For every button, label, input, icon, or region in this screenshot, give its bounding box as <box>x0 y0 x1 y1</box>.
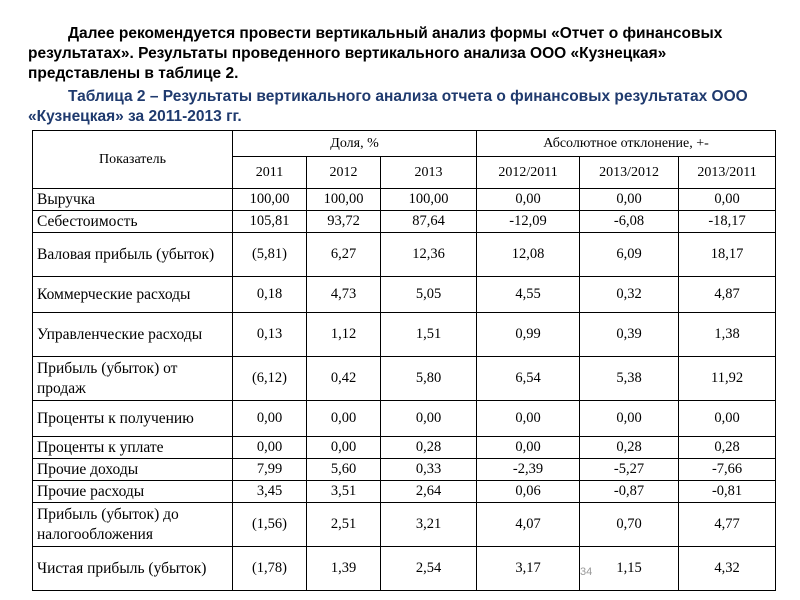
row-value: 0,39 <box>580 313 679 357</box>
row-value: -7,66 <box>679 459 776 481</box>
table-row <box>33 437 776 459</box>
row-value: 0,00 <box>679 401 776 437</box>
table-row <box>33 459 776 481</box>
row-value: 3,51 <box>307 481 381 503</box>
header-year-2013: 2013 <box>381 157 477 189</box>
vertical-analysis-table <box>32 130 776 591</box>
row-value: 0,00 <box>307 437 381 459</box>
table-row <box>33 547 776 591</box>
row-value: 0,28 <box>679 437 776 459</box>
row-indicator: Чистая прибыль (убыток) <box>33 547 233 591</box>
table-row <box>33 313 776 357</box>
page-number: 34 <box>580 566 593 578</box>
table-row <box>33 503 776 547</box>
row-value: 0,13 <box>233 313 307 357</box>
row-value: 93,72 <box>307 211 381 233</box>
row-value: 3,21 <box>381 503 477 547</box>
row-value: 0,00 <box>233 401 307 437</box>
row-value: 100,00 <box>381 189 477 211</box>
row-value: 0,00 <box>381 401 477 437</box>
header-year-2012: 2012 <box>307 157 381 189</box>
row-value: -5,27 <box>580 459 679 481</box>
header-period-2013-2012: 2013/2012 <box>580 157 679 189</box>
row-value: -6,08 <box>580 211 679 233</box>
row-value: 5,80 <box>381 357 477 401</box>
header-share: Доля, % <box>233 131 477 157</box>
row-value: 1,12 <box>307 313 381 357</box>
row-value: 2,51 <box>307 503 381 547</box>
header-year-2011: 2011 <box>233 157 307 189</box>
row-value: 1,38 <box>679 313 776 357</box>
row-value: 4,07 <box>477 503 580 547</box>
table-row <box>33 189 776 211</box>
row-value: 12,08 <box>477 233 580 277</box>
table-row <box>33 277 776 313</box>
row-value: 5,05 <box>381 277 477 313</box>
row-value: 100,00 <box>233 189 307 211</box>
row-value: (5,81) <box>233 233 307 277</box>
row-value: 7,99 <box>233 459 307 481</box>
row-value: (6,12) <box>233 357 307 401</box>
row-value: 4,55 <box>477 277 580 313</box>
row-value: 0,70 <box>580 503 679 547</box>
header-indicator: Показатель <box>33 131 233 189</box>
table-caption: Таблица 2 – Результаты вертикального анализа отчета о финансовых результатах ООО «Кузнецкая» за 2011-2013 гг. <box>28 88 748 125</box>
row-value: -0,81 <box>679 481 776 503</box>
row-indicator: Проценты к уплате <box>33 437 233 459</box>
row-value: 0,18 <box>233 277 307 313</box>
row-value: 6,09 <box>580 233 679 277</box>
row-value: 18,17 <box>679 233 776 277</box>
row-value: 1,39 <box>307 547 381 591</box>
row-value: 0,00 <box>477 401 580 437</box>
row-value: 0,00 <box>307 401 381 437</box>
row-value: (1,56) <box>233 503 307 547</box>
row-value: 4,73 <box>307 277 381 313</box>
row-value: 0,00 <box>477 437 580 459</box>
row-value: 0,33 <box>381 459 477 481</box>
row-value: 5,38 <box>580 357 679 401</box>
row-value: -12,09 <box>477 211 580 233</box>
table-row <box>33 233 776 277</box>
row-value: -2,39 <box>477 459 580 481</box>
row-indicator: Себестоимость <box>33 211 233 233</box>
row-value: 4,87 <box>679 277 776 313</box>
header-deviation: Абсолютное отклонение, +- <box>477 131 776 157</box>
row-value: 0,00 <box>679 189 776 211</box>
row-value: 0,42 <box>307 357 381 401</box>
row-value: 0,06 <box>477 481 580 503</box>
row-indicator: Коммерческие расходы <box>33 277 233 313</box>
row-value: 2,64 <box>381 481 477 503</box>
row-value: 0,00 <box>580 401 679 437</box>
row-indicator: Валовая прибыль (убыток) <box>33 233 233 277</box>
table-row <box>33 401 776 437</box>
table-row <box>33 357 776 401</box>
row-value: 1,51 <box>381 313 477 357</box>
row-value: 0,00 <box>580 189 679 211</box>
row-value: 0,00 <box>477 189 580 211</box>
row-value: 0,32 <box>580 277 679 313</box>
row-value: -0,87 <box>580 481 679 503</box>
header-period-2013-2011: 2013/2011 <box>679 157 776 189</box>
row-value: 11,92 <box>679 357 776 401</box>
row-value: 6,54 <box>477 357 580 401</box>
row-value: 4,77 <box>679 503 776 547</box>
row-value: 0,99 <box>477 313 580 357</box>
row-value: 87,64 <box>381 211 477 233</box>
row-indicator: Прочие доходы <box>33 459 233 481</box>
row-indicator: Прибыль (убыток) до налогообложения <box>33 503 233 547</box>
row-value: 0,00 <box>233 437 307 459</box>
table-row <box>33 481 776 503</box>
row-value: 4,32 <box>679 547 776 591</box>
header-period-2012-2011: 2012/2011 <box>477 157 580 189</box>
row-value: 2,54 <box>381 547 477 591</box>
row-value: 0,28 <box>580 437 679 459</box>
row-value: (1,78) <box>233 547 307 591</box>
row-value: 100,00 <box>307 189 381 211</box>
intro-paragraph: Далее рекомендуется провести вертикальный анализ формы «Отчет о финансовых результатах». Результаты проведенного вертикального анализа ООО «Кузнецкая» представлены в таблице 2. <box>28 25 723 82</box>
row-indicator: Управленческие расходы <box>33 313 233 357</box>
row-value: 12,36 <box>381 233 477 277</box>
row-value: 3,45 <box>233 481 307 503</box>
row-value: -18,17 <box>679 211 776 233</box>
row-value: 3,17 <box>477 547 580 591</box>
row-value: 6,27 <box>307 233 381 277</box>
row-indicator: Проценты к получению <box>33 401 233 437</box>
row-value: 105,81 <box>233 211 307 233</box>
table-row <box>33 211 776 233</box>
row-indicator: Выручка <box>33 189 233 211</box>
row-indicator: Прочие расходы <box>33 481 233 503</box>
row-indicator: Прибыль (убыток) от продаж <box>33 357 233 401</box>
row-value: 0,28 <box>381 437 477 459</box>
row-value: 1,15 <box>580 547 679 591</box>
row-value: 5,60 <box>307 459 381 481</box>
